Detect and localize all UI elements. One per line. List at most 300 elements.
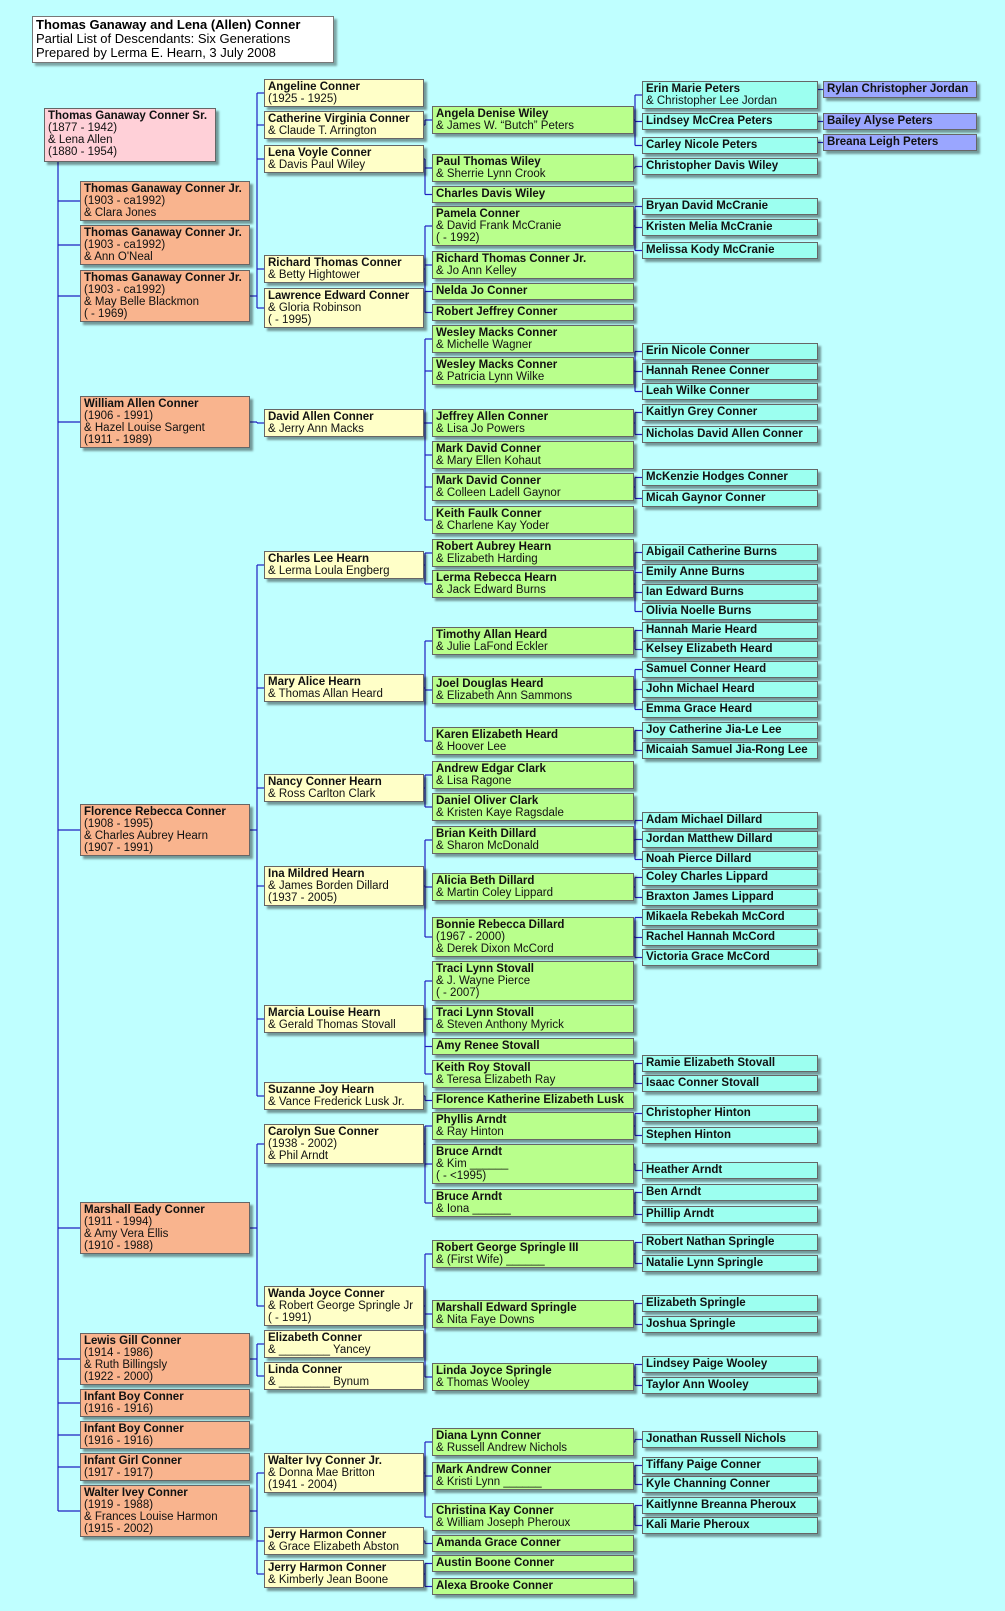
person-box-ib2: [80, 1421, 250, 1449]
person-box-ha: [642, 1162, 818, 1179]
person-detail: (1880 - 1954): [48, 146, 118, 158]
person-detail: & Elizabeth Ann Sammons: [436, 690, 573, 702]
person-name: Lindsey Paige Wooley: [646, 1358, 768, 1370]
person-name: Diana Lynn Conner: [436, 1430, 541, 1442]
person-name: Joshua Springle: [646, 1318, 736, 1330]
person-box-rah: [432, 539, 634, 567]
person-detail: & Sharon McDonald: [436, 840, 539, 852]
person-detail: & Colleen Ladell Gaynor: [436, 487, 561, 499]
person-name: Micah Gaynor Conner: [646, 492, 766, 504]
person-box-lgc: [80, 1333, 250, 1385]
person-name: Alicia Beth Dillard: [436, 875, 535, 887]
person-name: Natalie Lynn Springle: [646, 1257, 764, 1269]
person-detail: (1906 - 1991): [84, 410, 154, 422]
person-box-njc: [432, 283, 634, 300]
person-box-root: [44, 108, 216, 162]
person-detail: & Lena Allen: [48, 134, 113, 146]
person-name: McKenzie Hodges Conner: [646, 471, 788, 483]
person-name: Mark David Conner: [436, 443, 541, 455]
person-name: Alexa Brooke Conner: [436, 1580, 553, 1592]
person-name: Emily Anne Burns: [646, 566, 745, 578]
person-detail: & Kim ______: [436, 1158, 509, 1170]
person-box-pc: [432, 206, 634, 246]
person-box-npd: [642, 851, 818, 868]
person-box-mgc: [642, 490, 818, 507]
person-box-agc: [432, 1535, 634, 1552]
person-box-msl: [642, 742, 818, 759]
person-detail: & Derek Dixon McCord: [436, 943, 554, 955]
person-box-nls: [642, 1255, 818, 1272]
person-name: Andrew Edgar Clark: [436, 763, 546, 775]
person-name: Kyle Channing Conner: [646, 1478, 770, 1490]
person-name: Carolyn Sue Conner: [268, 1126, 379, 1138]
person-box-brd: [432, 917, 634, 957]
person-name: Lerma Rebecca Hearn: [436, 572, 557, 584]
person-box-keh2: [642, 641, 818, 658]
person-name: Nelda Jo Conner: [436, 285, 528, 297]
person-box-tah: [432, 627, 634, 655]
person-name: Christina Kay Conner: [436, 1505, 554, 1517]
person-box-nch: [264, 774, 424, 802]
person-box-abd: [432, 873, 634, 901]
person-name: Paul Thomas Wiley: [436, 156, 541, 168]
person-box-kgc: [642, 404, 818, 421]
person-name: Catherine Virginia Conner: [268, 113, 410, 125]
person-name: Samuel Conner Heard: [646, 663, 767, 675]
person-detail: (1915 - 2002): [84, 1523, 154, 1535]
person-name: Lindsey McCrea Peters: [646, 115, 773, 127]
person-name: Marshall Edward Springle: [436, 1302, 577, 1314]
person-name: Brian Keith Dillard: [436, 828, 537, 840]
person-name: Joy Catherine Jia-Le Lee: [646, 724, 782, 736]
person-name: Jonathan Russell Nichols: [646, 1433, 786, 1445]
person-box-rtc: [264, 255, 424, 283]
person-name: Ben Arndt: [646, 1186, 702, 1198]
person-name: Kristen Melia McCranie: [646, 221, 773, 233]
person-box-lpw: [642, 1356, 818, 1373]
person-detail: & Mary Ellen Kohaut: [436, 455, 541, 467]
person-name: Braxton James Lippard: [646, 891, 774, 903]
person-name: Austin Boone Conner: [436, 1557, 555, 1569]
person-detail: (1907 - 1991): [84, 842, 154, 854]
person-box-taw: [642, 1377, 818, 1394]
person-detail: (1937 - 2005): [268, 892, 338, 904]
person-name: Kaitlyn Grey Conner: [646, 406, 758, 418]
person-detail: ( - 1995): [268, 314, 312, 326]
person-name: Rylan Christopher Jordan: [827, 83, 969, 95]
person-box-dlc: [432, 1428, 634, 1456]
person-name: Ramie Elizabeth Stovall: [646, 1057, 776, 1069]
person-box-jrn: [642, 1431, 818, 1448]
person-box-tgj1: [80, 181, 250, 221]
person-name: Bryan David McCranie: [646, 200, 769, 212]
person-name: Isaac Conner Stovall: [646, 1077, 760, 1089]
person-name: Bonnie Rebecca Dillard: [436, 919, 565, 931]
person-detail: & Gloria Robinson: [268, 302, 362, 314]
person-box-jhc2: [264, 1560, 424, 1588]
person-detail: (1916 - 1916): [84, 1435, 154, 1447]
person-detail: & Christopher Lee Jordan: [646, 95, 778, 107]
person-name: Erin Marie Peters: [646, 83, 740, 95]
person-box-mrm: [642, 909, 818, 926]
person-name: Charles Davis Wiley: [436, 188, 546, 200]
person-detail: & Lisa Jo Powers: [436, 423, 525, 435]
person-name: Karen Elizabeth Heard: [436, 729, 559, 741]
person-box-wjc: [264, 1286, 424, 1326]
person-box-tls1: [432, 961, 634, 1001]
person-box-js: [642, 1316, 818, 1333]
person-box-lmp: [642, 113, 818, 130]
person-box-frc: [80, 804, 250, 856]
person-detail: & Amy Vera Ellis: [84, 1228, 169, 1240]
person-box-csc: [264, 1124, 424, 1164]
person-name: Walter Ivy Conner Jr.: [268, 1455, 382, 1467]
person-box-tls2: [432, 1005, 634, 1033]
person-name: Florence Katherine Elizabeth Lusk: [436, 1094, 624, 1106]
person-detail: & Ann O'Neal: [84, 251, 153, 263]
person-box-vgm: [642, 949, 818, 966]
person-box-cnp: [642, 137, 818, 154]
person-box-tpc: [642, 1457, 818, 1474]
person-detail: & Ray Hinton: [436, 1126, 504, 1138]
person-box-ccl: [642, 869, 818, 886]
person-box-emp: [642, 81, 818, 109]
person-box-mkm: [642, 242, 818, 259]
person-detail: & May Belle Blackmon: [84, 296, 200, 308]
person-detail: & Steven Anthony Myrick: [436, 1019, 564, 1031]
person-box-krs: [432, 1060, 634, 1088]
person-name: William Allen Conner: [84, 398, 199, 410]
person-detail: (1903 - ca1992): [84, 195, 166, 207]
person-detail: & Claude T. Arrington: [268, 125, 377, 137]
person-box-enc: [642, 343, 818, 360]
person-name: Rachel Hannah McCord: [646, 931, 776, 943]
person-name: Elizabeth Springle: [646, 1297, 746, 1309]
person-name: Daniel Oliver Clark: [436, 795, 539, 807]
person-box-bjl: [642, 889, 818, 906]
person-detail: & Kimberly Jean Boone: [268, 1574, 389, 1586]
person-box-wic: [80, 1485, 250, 1537]
person-name: Suzanne Joy Hearn: [268, 1084, 375, 1096]
person-name: Jerry Harmon Conner: [268, 1529, 387, 1541]
person-box-res: [642, 1055, 818, 1072]
person-name: Infant Boy Conner: [84, 1391, 184, 1403]
person-name: Elizabeth Conner: [268, 1332, 362, 1344]
person-detail: & Jack Edward Burns: [436, 584, 546, 596]
person-name: Bruce Arndt: [436, 1146, 503, 1158]
person-name: Stephen Hinton: [646, 1129, 731, 1141]
person-box-hmh: [642, 622, 818, 639]
person-name: Joel Douglas Heard: [436, 678, 544, 690]
person-name: Thomas Ganaway Conner Jr.: [84, 272, 242, 284]
person-detail: & Elizabeth Harding: [436, 553, 538, 565]
person-detail: & Michelle Wagner: [436, 339, 533, 351]
person-box-ib1: [80, 1389, 250, 1417]
person-box-bna: [642, 1184, 818, 1201]
person-box-mhc: [642, 469, 818, 486]
person-box-ics: [642, 1075, 818, 1092]
person-detail: & Ruth Billingsly: [84, 1359, 168, 1371]
person-detail: & Phil Arndt: [268, 1150, 329, 1162]
person-name: Richard Thomas Conner Jr.: [436, 253, 587, 265]
person-detail: & Russell Andrew Nichols: [436, 1442, 568, 1454]
person-box-ch: [642, 1105, 818, 1122]
person-box-bkd: [432, 826, 634, 854]
person-box-mah: [264, 674, 424, 702]
person-detail: & David Frank McCranie: [436, 220, 562, 232]
person-detail: (1914 - 1986): [84, 1347, 154, 1359]
person-box-mdc1: [432, 441, 634, 469]
person-box-keh: [432, 727, 634, 755]
person-box-eab: [642, 564, 818, 581]
person-detail: & Donna Mae Britton: [268, 1467, 375, 1479]
person-name: Breana Leigh Peters: [827, 136, 939, 148]
person-detail: (1903 - ca1992): [84, 239, 166, 251]
person-box-linc: [264, 1362, 424, 1390]
person-name: Robert Nathan Springle: [646, 1236, 775, 1248]
person-detail: & Vance Frederick Lusk Jr.: [268, 1096, 405, 1108]
person-name: Hannah Marie Heard: [646, 624, 758, 636]
person-detail: (1925 - 1925): [268, 93, 338, 105]
person-name: Kelsey Elizabeth Heard: [646, 643, 773, 655]
person-box-ba2: [432, 1189, 634, 1217]
person-box-wicj: [264, 1453, 424, 1493]
person-box-jdh: [432, 676, 634, 704]
person-box-abc: [432, 1555, 634, 1572]
person-name: Jeffrey Allen Conner: [436, 411, 549, 423]
person-name: Walter Ivey Conner: [84, 1487, 188, 1499]
person-name: Florence Rebecca Conner: [84, 806, 226, 818]
person-box-sh: [642, 1127, 818, 1144]
person-detail: (1938 - 2002): [268, 1138, 338, 1150]
person-detail: & Betty Hightower: [268, 269, 361, 281]
person-name: Tiffany Paige Conner: [646, 1459, 761, 1471]
person-name: Ian Edward Burns: [646, 586, 744, 598]
person-detail: & Sherrie Lynn Crook: [436, 168, 546, 180]
person-box-blp: [823, 134, 977, 151]
chart-title-box: [32, 16, 334, 63]
person-name: Wanda Joyce Conner: [268, 1288, 385, 1300]
person-box-rtcj: [432, 251, 634, 279]
person-box-tgj3: [80, 270, 250, 322]
person-name: Phyllis Arndt: [436, 1114, 507, 1126]
person-name: Adam Michael Dillard: [646, 814, 763, 826]
person-box-elc: [264, 1330, 424, 1358]
person-box-rjc: [432, 304, 634, 321]
person-detail: & Patricia Lynn Wilke: [436, 371, 545, 383]
person-name: Lawrence Edward Conner: [268, 290, 410, 302]
person-box-kfc: [432, 506, 634, 534]
person-detail: & Davis Paul Wiley: [268, 159, 366, 171]
person-detail: & J. Wayne Pierce: [436, 975, 531, 987]
person-box-doc: [432, 793, 634, 821]
person-name: Infant Boy Conner: [84, 1423, 184, 1435]
person-detail: & Julie LaFond Eckler: [436, 641, 548, 653]
person-box-wmc2: [432, 357, 634, 385]
person-box-rhm: [642, 929, 818, 946]
person-detail: (1967 - 2000): [436, 931, 506, 943]
person-box-ieb: [642, 584, 818, 601]
person-detail: & Hoover Lee: [436, 741, 507, 753]
person-name: Lewis Gill Conner: [84, 1335, 182, 1347]
person-name: Coley Charles Lippard: [646, 871, 769, 883]
person-box-acb: [642, 544, 818, 561]
person-name: Mary Alice Hearn: [268, 676, 361, 688]
person-box-pha: [642, 1206, 818, 1223]
person-name: Ina Mildred Hearn: [268, 868, 365, 880]
person-detail: & Hazel Louise Sargent: [84, 422, 205, 434]
person-box-angc: [264, 79, 424, 107]
person-name: Infant Girl Conner: [84, 1455, 182, 1467]
person-box-ig: [80, 1453, 250, 1481]
person-name: Micaiah Samuel Jia-Rong Lee: [646, 744, 808, 756]
person-name: Jerry Harmon Conner: [268, 1562, 387, 1574]
person-name: Bailey Alyse Peters: [827, 115, 933, 127]
person-box-fkel: [432, 1092, 634, 1109]
person-detail: (1911 - 1994): [84, 1216, 153, 1228]
person-box-pa: [432, 1112, 634, 1140]
person-box-bap: [823, 113, 977, 130]
chart-title: Thomas Ganaway and Lena (Allen) Conner: [36, 17, 301, 32]
person-box-hrc: [642, 363, 818, 380]
person-box-lwc: [642, 383, 818, 400]
person-box-mdc2: [432, 473, 634, 501]
person-box-jmd: [642, 831, 818, 848]
person-name: Abigail Catherine Burns: [646, 546, 777, 558]
person-name: Robert Jeffrey Conner: [436, 306, 558, 318]
person-detail: & Charles Aubrey Hearn: [84, 830, 209, 842]
person-name: Hannah Renee Conner: [646, 365, 770, 377]
person-name: Angeline Conner: [268, 81, 361, 93]
person-box-rns: [642, 1234, 818, 1251]
person-name: Angela Denise Wiley: [436, 108, 549, 120]
person-name: Kaitlynne Breanna Pheroux: [646, 1499, 797, 1511]
person-box-sch: [642, 661, 818, 678]
person-box-es: [642, 1295, 818, 1312]
person-box-aec: [432, 761, 634, 789]
person-detail: & Frances Louise Harmon: [84, 1511, 218, 1523]
person-detail: (1908 - 1995): [84, 818, 154, 830]
person-name: Leah Wilke Conner: [646, 385, 750, 397]
person-box-ckc: [432, 1503, 634, 1531]
person-detail: & Kristi Lynn ______: [436, 1476, 542, 1488]
person-box-cdw2: [642, 158, 818, 175]
person-name: Robert Aubrey Hearn: [436, 541, 552, 553]
person-detail: (1916 - 1916): [84, 1403, 154, 1415]
person-name: Noah Pierce Dillard: [646, 853, 752, 865]
chart-prepared-by: Prepared by Lerma E. Hearn, 3 July 2008: [36, 45, 276, 60]
person-box-cvc: [264, 111, 424, 139]
person-detail: & James Borden Dillard: [268, 880, 389, 892]
person-box-kbp: [642, 1497, 818, 1514]
person-box-ndac: [642, 426, 818, 443]
person-name: Linda Conner: [268, 1364, 343, 1376]
person-detail: & Nita Faye Downs: [436, 1314, 535, 1326]
person-box-rcj: [823, 81, 977, 98]
person-detail: ( - 2007): [436, 987, 480, 999]
person-box-kmm: [642, 219, 818, 236]
person-name: Mark David Conner: [436, 475, 541, 487]
person-box-adw: [432, 106, 634, 134]
person-box-lrh: [432, 570, 634, 598]
person-detail: (1917 - 1917): [84, 1467, 154, 1479]
person-detail: ( - 1969): [84, 308, 128, 320]
person-detail: & Thomas Allan Heard: [268, 688, 383, 700]
person-name: Mikaela Rebekah McCord: [646, 911, 785, 923]
person-name: David Allen Conner: [268, 411, 374, 423]
person-name: Pamela Conner: [436, 208, 520, 220]
person-box-onb: [642, 603, 818, 620]
person-detail: (1903 - ca1992): [84, 284, 166, 296]
person-detail: & Iona ______: [436, 1203, 511, 1215]
person-name: Timothy Allan Heard: [436, 629, 548, 641]
person-detail: ( - 1991): [268, 1312, 312, 1324]
person-box-egh: [642, 701, 818, 718]
person-name: Amy Renee Stovall: [436, 1040, 540, 1052]
person-box-jmh: [642, 681, 818, 698]
person-detail: & Grace Elizabeth Abston: [268, 1541, 400, 1553]
person-box-jac: [432, 409, 634, 437]
person-box-rgs: [432, 1240, 634, 1268]
person-detail: (1911 - 1989): [84, 434, 153, 446]
person-name: Nicholas David Allen Conner: [646, 428, 803, 440]
person-detail: & Teresa Elizabeth Ray: [436, 1074, 556, 1086]
person-name: Linda Joyce Springle: [436, 1365, 552, 1377]
person-box-wmc1: [432, 325, 634, 353]
person-name: Robert George Springle III: [436, 1242, 579, 1254]
person-name: Thomas Ganaway Conner Jr.: [84, 227, 242, 239]
person-box-mac: [432, 1462, 634, 1490]
person-detail: & ________ Yancey: [268, 1344, 371, 1356]
person-name: Emma Grace Heard: [646, 703, 753, 715]
person-box-imh: [264, 866, 424, 906]
person-detail: & William Joseph Pheroux: [436, 1517, 571, 1529]
person-name: Thomas Ganaway Conner Sr.: [48, 110, 208, 122]
person-box-lvc: [264, 145, 424, 173]
person-box-jcl: [642, 722, 818, 739]
person-name: Nancy Conner Hearn: [268, 776, 382, 788]
person-name: Traci Lynn Stovall: [436, 963, 534, 975]
person-name: Jordan Matthew Dillard: [646, 833, 773, 845]
person-box-ba1: [432, 1144, 634, 1184]
person-box-mlh: [264, 1005, 424, 1033]
person-name: Charles Lee Hearn: [268, 553, 369, 565]
person-box-ptw: [432, 154, 634, 182]
person-name: Richard Thomas Conner: [268, 257, 402, 269]
person-name: Kali Marie Pheroux: [646, 1519, 750, 1531]
person-box-alc: [432, 1578, 634, 1595]
person-detail: & Lisa Ragone: [436, 775, 512, 787]
person-detail: (1910 - 1988): [84, 1240, 154, 1252]
person-box-mec: [80, 1202, 250, 1254]
person-box-kcc: [642, 1476, 818, 1493]
person-detail: & Lerma Loula Engberg: [268, 565, 390, 577]
person-detail: & (First Wife) ______: [436, 1254, 545, 1266]
person-name: Wesley Macks Conner: [436, 359, 558, 371]
person-box-jhc1: [264, 1527, 424, 1555]
person-box-sjh: [264, 1082, 424, 1110]
person-name: Heather Arndt: [646, 1164, 723, 1176]
person-box-cdw: [432, 186, 634, 203]
person-box-lec: [264, 288, 424, 328]
person-detail: (1877 - 1942): [48, 122, 118, 134]
person-name: Carley Nicole Peters: [646, 139, 758, 151]
person-box-kmp: [642, 1517, 818, 1534]
person-name: Amanda Grace Conner: [436, 1537, 561, 1549]
person-detail: (1922 - 2000): [84, 1371, 154, 1383]
person-detail: (1941 - 2004): [268, 1479, 338, 1491]
chart-subtitle: Partial List of Descendants: Six Generations: [36, 31, 291, 46]
